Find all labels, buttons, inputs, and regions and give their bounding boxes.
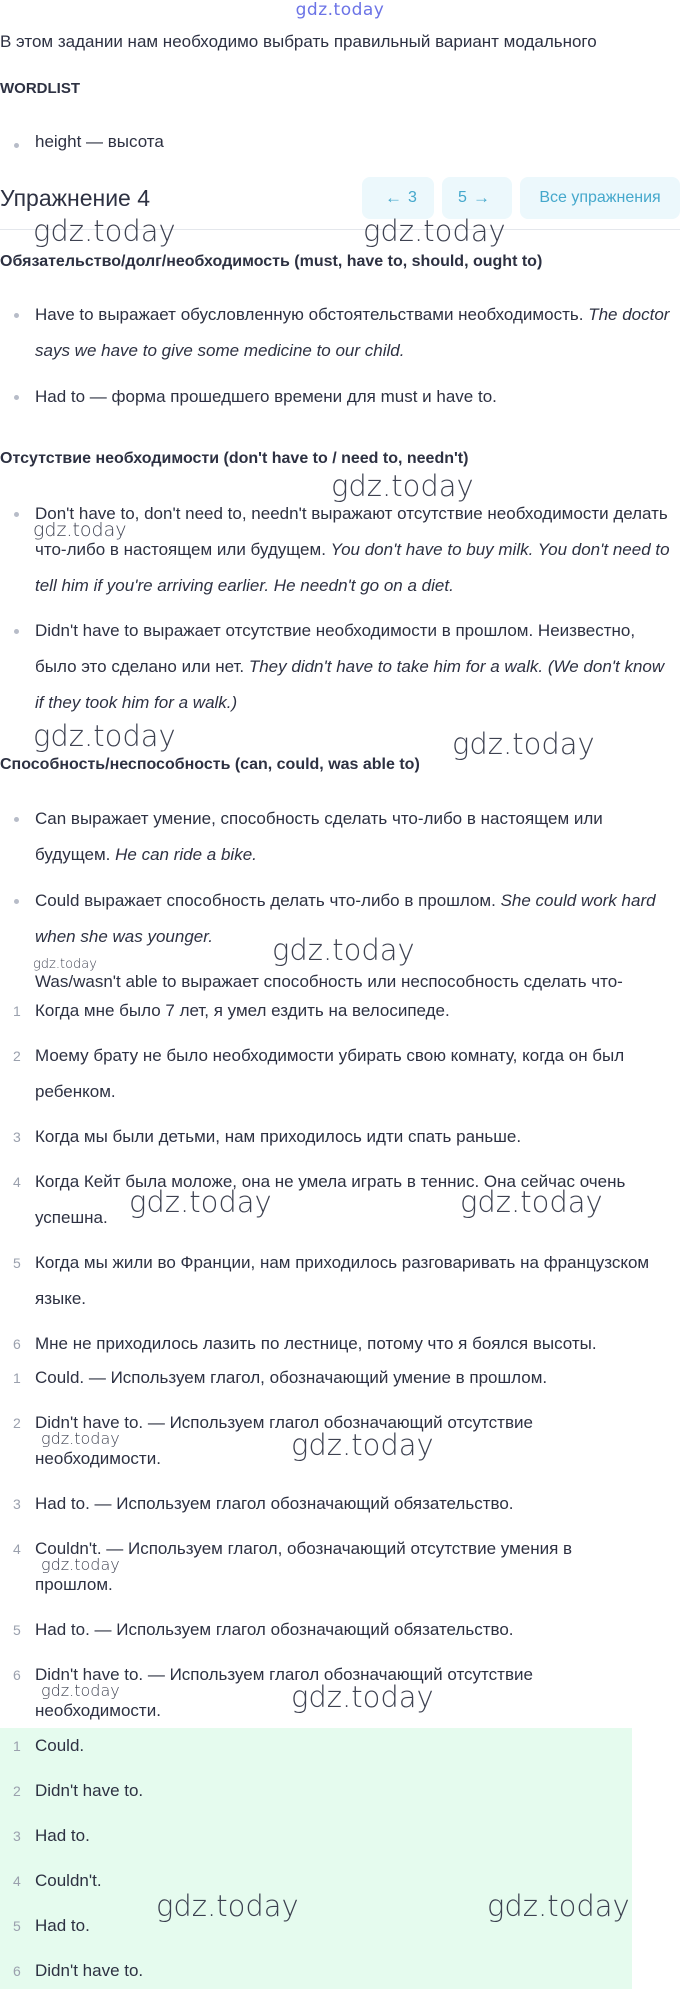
section-title-no-necessity: Отсутствие необходимости (don't have to / need to, needn't): [0, 450, 469, 467]
next-exercise-button[interactable]: [442, 177, 512, 219]
watermark: gdz.today: [291, 1428, 434, 1462]
intro-text: В этом задании нам необходимо выбрать правильный вариант модального: [0, 32, 597, 51]
site-logo[interactable]: gdz.today: [295, 0, 385, 20]
watermark: gdz.today: [129, 1185, 272, 1219]
prev-exercise-button[interactable]: [362, 177, 434, 219]
prev-exercise-label: 3: [408, 189, 417, 206]
watermark: gdz.today: [363, 214, 506, 248]
section-title-obligation: Обязательство/долг/необходимость (must, have to, should, ought to): [0, 253, 543, 270]
arrow-left-icon: ←: [385, 188, 403, 207]
watermark: gdz.today: [331, 469, 474, 503]
watermark: gdz.today: [41, 1681, 120, 1700]
rule-item: Didn't have to выражает отсутствие необходимости в прошлом. Неизвестно, было это сделано или нет. They didn't have to take him for a walk. (We don't know if they took him for a walk.): [35, 613, 675, 721]
wordlist: [0, 132, 164, 152]
wordlist-title: WORDLIST: [0, 80, 80, 97]
watermark: gdz.today: [156, 1889, 299, 1923]
exercise-title: Упражнение 4: [0, 185, 151, 211]
watermark: gdz.today: [33, 957, 97, 972]
all-exercises-button[interactable]: [520, 177, 680, 219]
watermark: gdz.today: [41, 1555, 120, 1574]
answers-box: [0, 1728, 632, 1989]
watermark: gdz.today: [33, 519, 127, 541]
arrow-right-icon: →: [472, 188, 490, 207]
wordlist-item: height — высота: [0, 132, 164, 152]
section-title-ability: Способность/неспособность (can, could, was able to): [0, 756, 420, 773]
rule-item: Can выражает умение, способность сделать что-либо в настоящем или будущем. He can ride a bike.: [35, 801, 675, 873]
rule-item: Was/wasn't able to выражает способность или неспособность сделать что-: [35, 964, 675, 1000]
rule-item: Could выражает способность делать что-либо в прошлом. She could work hard when she was younger.: [35, 883, 675, 955]
watermark: gdz.today: [291, 1680, 434, 1714]
watermark: gdz.today: [272, 933, 415, 967]
all-exercises-label: Все упражнения: [539, 189, 661, 206]
watermark: gdz.today: [487, 1889, 630, 1923]
watermark: gdz.today: [33, 719, 176, 753]
watermark: gdz.today: [460, 1185, 603, 1219]
watermark: gdz.today: [41, 1429, 120, 1448]
rule-item: Don't have to, don't need to, needn't выражают отсутствие необходимости делать что-либо в настоящем или будущем. You don't have to buy milk. You don't need to tell him if you're arriving earlier. He needn't go on a diet.: [35, 496, 675, 604]
rule-item: Have to выражает обусловленную обстоятельствами необходимость. The doctor says we have to give some medicine to our child.: [35, 297, 675, 369]
watermark: gdz.today: [452, 727, 595, 761]
next-exercise-label: 5: [458, 189, 467, 206]
rule-item: Had to — форма прошедшего времени для must и have to.: [35, 379, 675, 415]
watermark: gdz.today: [33, 214, 176, 248]
